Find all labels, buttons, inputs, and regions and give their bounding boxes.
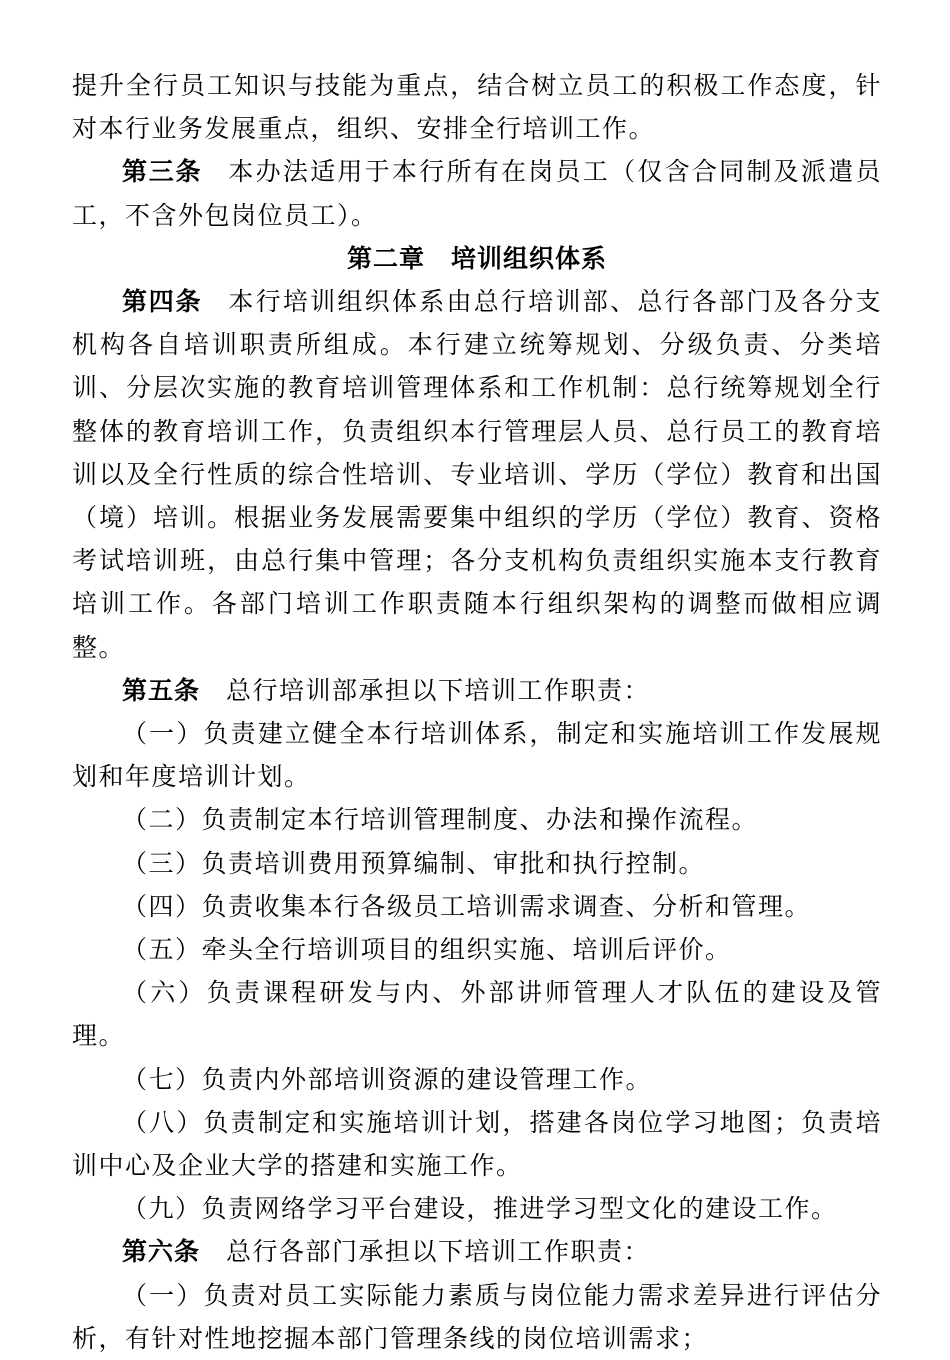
article-4 [72,280,882,669]
chapter-2-heading [72,237,882,280]
article-3 [72,150,882,236]
article-3-label: 第三条 [122,157,203,187]
article-6-text: 总行各部门承担以下培训工作职责： [226,1237,651,1267]
article-5-item: （四）负责收集本行各级员工培训需求调查、分析和管理。 [122,891,812,921]
article-6 [72,1230,882,1273]
article-5-text: 总行培训部承担以下培训工作职责： [226,675,651,705]
article-5-item: （八）负责制定和实施培训计划，搭建各岗位学习地图；负责培训中心及企业大学的搭建和实施工作。 [72,1107,882,1181]
chapter-2-number: 第二章 [346,243,425,273]
article-4-text: 本行培训组织体系由总行培训部、总行各部门及各分支机构各自培训职责所组成。本行建立统筹规划、分级负责、分类培训、分层次实施的教育培训管理体系和工作机制：总行统筹规划全行整体的教育培训工作，负责组织本行管理层人员、总行员工的教育培训以及全行性质的综合性培训、专业培训、学历（学位）教育和出国（境）培训。根据业务发展需要集中组织的学历（学位）教育、资格考试培训班，由总行集中管理；各分支机构负责组织实施本支行教育培训工作。各部门培训工作职责随本行组织架构的调整而做相应调整。 [72,287,882,662]
article-5-item: （五）牵头全行培训项目的组织实施、培训后评价。 [122,935,732,965]
article-6-label: 第六条 [122,1237,201,1267]
article-5-item: （七）负责内外部培训资源的建设管理工作。 [122,1064,653,1094]
article-5-item: （九）负责网络学习平台建设，推进学习型文化的建设工作。 [122,1194,838,1224]
chapter-2-title: 培训组织体系 [451,243,608,273]
article-5-item: （六）负责课程研发与内、外部讲师管理人才队伍的建设及管理。 [72,978,882,1051]
article-3-text: 本办法适用于本行所有在岗员工（仅含合同制及派遣员工，不含外包岗位员工）。 [72,157,882,230]
document-page [72,64,882,1360]
article-5-label: 第五条 [122,675,201,705]
article-5-item: （二）负责制定本行培训管理制度、办法和操作流程。 [122,805,759,835]
article-4-label: 第四条 [122,287,203,317]
article-5-item: （一）负责建立健全本行培训体系，制定和实施培训工作发展规划和年度培训计划。 [72,719,882,792]
article-6-item: （一）负责对员工实际能力素质与岗位能力需求差异进行评估分析，有针对性地挖掘本部门管理条线的岗位培训需求； [72,1280,882,1353]
article-5 [72,669,882,712]
article-5-item: （三）负责培训费用预算编制、审批和执行控制。 [122,848,706,878]
intro-paragraph: 提升全行员工知识与技能为重点，结合树立员工的积极工作态度，针对本行业务发展重点，组织、安排全行培训工作。 [72,71,882,144]
